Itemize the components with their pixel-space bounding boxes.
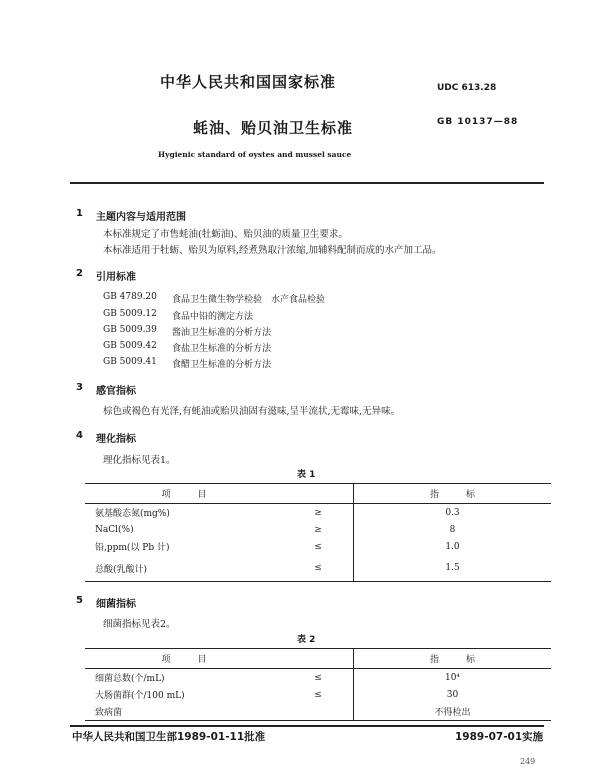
- reference-name: 食品卫生微生物学检验 水产食品检验: [172, 295, 326, 305]
- table-2-header-value: 指 标: [354, 649, 552, 669]
- udc-code: UDC 613.28: [437, 83, 497, 93]
- row-item: 氨基酸态氮(mg%): [95, 509, 170, 519]
- row-item: 致病菌: [85, 703, 283, 721]
- table-row: [85, 703, 551, 721]
- section-1-title: 主题内容与适用范围: [96, 212, 186, 223]
- reference-name: 食醋卫生标准的分析方法: [172, 360, 272, 370]
- row-value: 30: [446, 689, 459, 700]
- row-item: 总酸(乳酸计): [85, 555, 283, 582]
- row-item: 铅,ppm(以 Pb 计): [95, 543, 170, 553]
- table-row: [85, 555, 551, 582]
- reference-code: GB 4789.20: [103, 292, 157, 302]
- reference-code: GB 5009.39: [103, 325, 157, 335]
- section-1-number: 1: [76, 208, 83, 219]
- table-1-title: 表 1: [297, 470, 316, 480]
- section-2-number: 2: [76, 268, 83, 279]
- approval-statement: 中华人民共和国卫生部1989-01-11批准: [72, 731, 266, 743]
- row-value: 1.5: [354, 555, 552, 582]
- reference-name: 酱油卫生标准的分析方法: [172, 328, 272, 338]
- table-1: [85, 483, 551, 582]
- footer-rule: [70, 725, 544, 727]
- page-number: 249: [520, 757, 536, 766]
- reference-name: 食品中铅的测定方法: [172, 312, 254, 322]
- row-operator: ≤: [283, 555, 354, 582]
- section-4-number: 4: [76, 430, 83, 441]
- reference-code: GB 5009.42: [103, 341, 157, 351]
- row-operator: ≤: [283, 686, 354, 703]
- english-title: Hygienic standard of oystes and mussel sauce: [158, 150, 352, 159]
- table-1-header-op: [283, 484, 354, 504]
- table-row: [85, 686, 551, 703]
- section-3-paragraph: 棕色或褐色有光泽,有蚝油或贻贝油固有滋味,呈半流状,无霉味,无异味。: [103, 406, 401, 417]
- section-4-title: 理化指标: [96, 434, 136, 445]
- section-1-paragraph-2: 本标准适用于牡蛎、贻贝为原料,经煮熟取汁浓缩,加辅料配制而成的水产加工品。: [103, 245, 442, 256]
- row-operator: ≤: [283, 538, 354, 555]
- row-item: NaCl(%): [95, 524, 134, 535]
- section-1-paragraph-1: 本标准规定了市售蚝油(牡蛎油)、贻贝油的质量卫生要求。: [103, 229, 348, 240]
- table-2-header-op: [283, 649, 354, 669]
- section-4-intro: 理化指标见表1。: [103, 455, 176, 466]
- row-value: 不得检出: [354, 703, 552, 721]
- table-2-header-item: 项 目: [85, 649, 283, 669]
- table-1-header-item: 项 目: [85, 484, 283, 504]
- section-5-number: 5: [76, 595, 83, 606]
- section-3-number: 3: [76, 382, 83, 393]
- reference-name: 食盐卫生标准的分析方法: [172, 344, 272, 354]
- row-item: 大肠菌群(个/100 mL): [95, 691, 185, 701]
- row-operator: ≥: [283, 521, 354, 538]
- row-value: 1.0: [445, 541, 460, 552]
- table-1-header-value: 指 标: [354, 484, 552, 504]
- row-operator: ≤: [283, 669, 354, 687]
- table-row: [85, 504, 551, 522]
- section-3-title: 感官指标: [96, 386, 136, 397]
- standard-org-title: 中华人民共和国国家标准: [160, 73, 337, 91]
- reference-code: GB 5009.12: [103, 309, 157, 319]
- document-title: 蚝油、贻贝油卫生标准: [193, 119, 354, 137]
- table-row: [85, 669, 551, 687]
- row-value: 0.3: [445, 507, 460, 518]
- effective-date: 1989-07-01实施: [455, 731, 544, 743]
- table-2-title: 表 2: [297, 635, 316, 645]
- reference-code: GB 5009.41: [103, 357, 157, 367]
- section-5-intro: 细菌指标见表2。: [103, 619, 176, 630]
- row-value: 10⁴: [444, 672, 461, 683]
- row-operator: ≥: [283, 504, 354, 522]
- row-value: 8: [449, 524, 456, 535]
- gb-code: GB 10137—88: [437, 117, 519, 127]
- header-rule: [70, 182, 544, 184]
- row-operator: [283, 703, 354, 721]
- table-row: [85, 521, 551, 538]
- section-5-title: 细菌指标: [96, 599, 136, 610]
- section-2-title: 引用标准: [96, 272, 136, 283]
- table-row: [85, 538, 551, 555]
- row-item: 细菌总数(个/mL): [95, 674, 165, 684]
- table-2: [85, 648, 551, 721]
